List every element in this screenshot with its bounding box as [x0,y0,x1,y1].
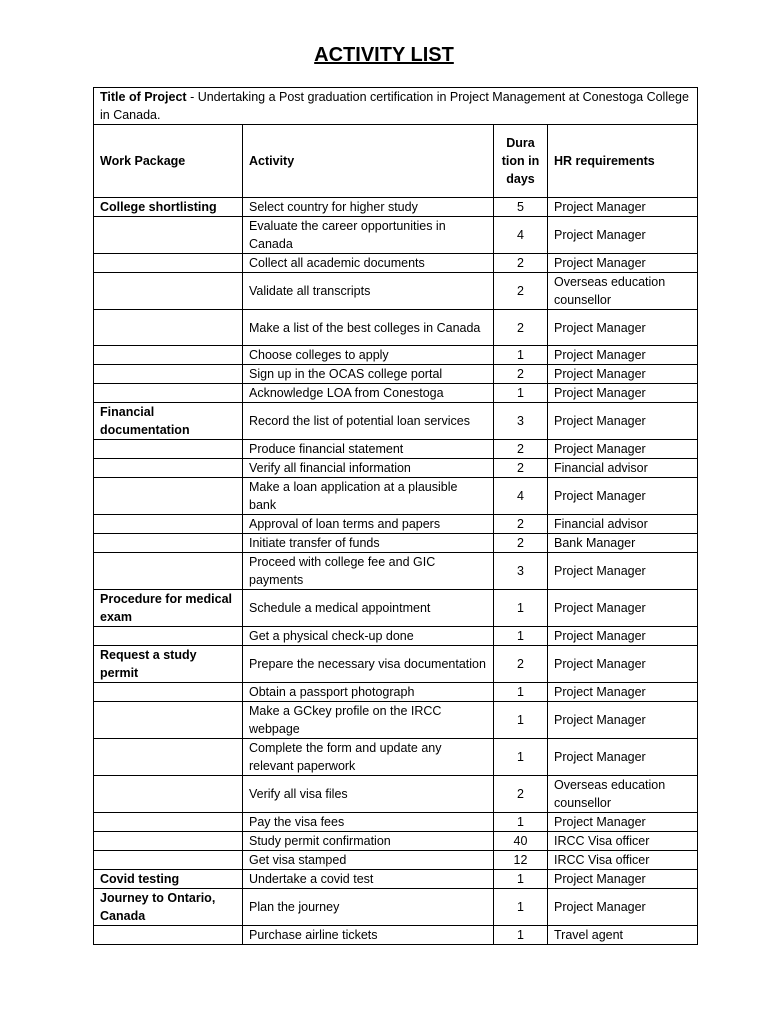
table-row [94,889,698,926]
hr-requirement-cell: Project Manager [548,889,698,926]
hr-requirement-cell: Project Manager [548,870,698,889]
hr-requirement-cell: Project Manager [548,813,698,832]
activity-cell: Approval of loan terms and papers [243,515,494,534]
project-title-text: - Undertaking a Post graduation certification in Project Management at Conestoga College in Canada. [100,90,689,122]
header-hr-requirements: HR requirements [548,125,698,198]
duration-cell: 1 [494,926,548,945]
duration-cell: 1 [494,702,548,739]
work-package-cell [94,384,243,403]
activity-table [93,87,698,945]
duration-cell: 2 [494,646,548,683]
work-package-cell [94,365,243,384]
hr-requirement-cell: Financial advisor [548,459,698,478]
hr-requirement-cell: Overseas education counsellor [548,776,698,813]
hr-requirement-cell: Project Manager [548,198,698,217]
work-package-cell [94,346,243,365]
work-package-cell [94,813,243,832]
table-row [94,254,698,273]
activity-cell: Initiate transfer of funds [243,534,494,553]
table-row [94,926,698,945]
work-package-cell [94,702,243,739]
work-package-cell [94,459,243,478]
work-package-cell [94,776,243,813]
activity-cell: Select country for higher study [243,198,494,217]
duration-cell: 12 [494,851,548,870]
duration-cell: 2 [494,365,548,384]
activity-cell: Obtain a passport photograph [243,683,494,702]
activity-cell: Study permit confirmation [243,832,494,851]
hr-requirement-cell: Project Manager [548,553,698,590]
activity-cell: Evaluate the career opportunities in Canada [243,217,494,254]
work-package-cell [94,515,243,534]
duration-cell: 5 [494,198,548,217]
work-package-cell [94,310,243,346]
activity-cell: Plan the journey [243,889,494,926]
hr-requirement-cell: Project Manager [548,217,698,254]
activity-cell: Pay the visa fees [243,813,494,832]
work-package-cell [94,739,243,776]
activity-cell: Get a physical check-up done [243,627,494,646]
hr-requirement-cell: Bank Manager [548,534,698,553]
project-title-label: Title of Project [100,90,187,104]
duration-cell: 1 [494,683,548,702]
work-package-cell [94,478,243,515]
table-row [94,832,698,851]
duration-cell: 2 [494,254,548,273]
duration-cell: 1 [494,739,548,776]
duration-cell: 1 [494,590,548,627]
work-package-cell [94,217,243,254]
duration-cell: 1 [494,627,548,646]
table-row [94,776,698,813]
duration-cell: 2 [494,776,548,813]
activity-cell: Collect all academic documents [243,254,494,273]
header-activity: Activity [243,125,494,198]
duration-cell: 1 [494,813,548,832]
table-row [94,440,698,459]
work-package-cell [94,851,243,870]
activity-cell: Purchase airline tickets [243,926,494,945]
duration-cell: 2 [494,459,548,478]
activity-cell: Make a list of the best colleges in Canada [243,310,494,346]
project-title-row [94,88,698,125]
duration-cell: 2 [494,440,548,459]
duration-cell: 1 [494,346,548,365]
table-row [94,459,698,478]
duration-cell: 2 [494,273,548,310]
table-row [94,590,698,627]
duration-cell: 2 [494,515,548,534]
activity-cell: Record the list of potential loan services [243,403,494,440]
table-row [94,310,698,346]
page-title: ACTIVITY LIST [314,44,454,66]
activity-cell: Make a loan application at a plausible bank [243,478,494,515]
hr-requirement-cell: Project Manager [548,627,698,646]
activity-cell: Verify all visa files [243,776,494,813]
table-row [94,739,698,776]
header-row [94,125,698,198]
activity-cell: Verify all financial information [243,459,494,478]
header-work-package: Work Package [94,125,243,198]
table-row [94,217,698,254]
hr-requirement-cell: Project Manager [548,590,698,627]
activity-cell: Schedule a medical appointment [243,590,494,627]
table-row [94,198,698,217]
activity-cell: Validate all transcripts [243,273,494,310]
hr-requirement-cell: IRCC Visa officer [548,832,698,851]
table-row [94,627,698,646]
table-row [94,273,698,310]
duration-cell: 2 [494,310,548,346]
table-row [94,515,698,534]
hr-requirement-cell: Project Manager [548,702,698,739]
activity-cell: Complete the form and update any relevant paperwork [243,739,494,776]
hr-requirement-cell: Project Manager [548,478,698,515]
table-row [94,553,698,590]
work-package-cell [94,683,243,702]
work-package-cell [94,273,243,310]
activity-cell: Make a GCkey profile on the IRCC webpage [243,702,494,739]
table-row [94,534,698,553]
table-row [94,384,698,403]
activity-cell: Prepare the necessary visa documentation [243,646,494,683]
duration-cell: 1 [494,384,548,403]
hr-requirement-cell: Project Manager [548,310,698,346]
work-package-cell [94,440,243,459]
hr-requirement-cell: Project Manager [548,384,698,403]
hr-requirement-cell: Project Manager [548,739,698,776]
work-package-cell: Financial documentation [94,403,243,440]
work-package-cell: Request a study permit [94,646,243,683]
duration-cell: 3 [494,403,548,440]
table-row [94,683,698,702]
project-title-cell [94,88,698,125]
hr-requirement-cell: Travel agent [548,926,698,945]
activity-cell: Proceed with college fee and GIC payments [243,553,494,590]
hr-requirement-cell: Project Manager [548,365,698,384]
table-row [94,346,698,365]
hr-requirement-cell: Project Manager [548,403,698,440]
activity-cell: Choose colleges to apply [243,346,494,365]
table-row [94,870,698,889]
activity-cell: Produce financial statement [243,440,494,459]
work-package-cell: Procedure for medical exam [94,590,243,627]
table-row [94,365,698,384]
work-package-cell [94,832,243,851]
work-package-cell [94,926,243,945]
work-package-cell [94,254,243,273]
activity-cell: Get visa stamped [243,851,494,870]
hr-requirement-cell: Project Manager [548,683,698,702]
work-package-cell: Journey to Ontario, Canada [94,889,243,926]
work-package-cell [94,627,243,646]
header-duration: Dura tion in days [494,125,548,198]
table-row [94,478,698,515]
table-row [94,646,698,683]
hr-requirement-cell: Overseas education counsellor [548,273,698,310]
hr-requirement-cell: Project Manager [548,646,698,683]
table-row [94,702,698,739]
table-row [94,851,698,870]
hr-requirement-cell: Project Manager [548,254,698,273]
duration-cell: 40 [494,832,548,851]
duration-cell: 2 [494,534,548,553]
work-package-cell [94,534,243,553]
activity-cell: Undertake a covid test [243,870,494,889]
hr-requirement-cell: IRCC Visa officer [548,851,698,870]
duration-cell: 3 [494,553,548,590]
duration-cell: 4 [494,217,548,254]
table-row [94,403,698,440]
activity-cell: Acknowledge LOA from Conestoga [243,384,494,403]
activity-cell: Sign up in the OCAS college portal [243,365,494,384]
hr-requirement-cell: Project Manager [548,346,698,365]
duration-cell: 1 [494,889,548,926]
duration-cell: 4 [494,478,548,515]
hr-requirement-cell: Project Manager [548,440,698,459]
table-row [94,813,698,832]
hr-requirement-cell: Financial advisor [548,515,698,534]
work-package-cell [94,553,243,590]
work-package-cell: College shortlisting [94,198,243,217]
duration-cell: 1 [494,870,548,889]
work-package-cell: Covid testing [94,870,243,889]
